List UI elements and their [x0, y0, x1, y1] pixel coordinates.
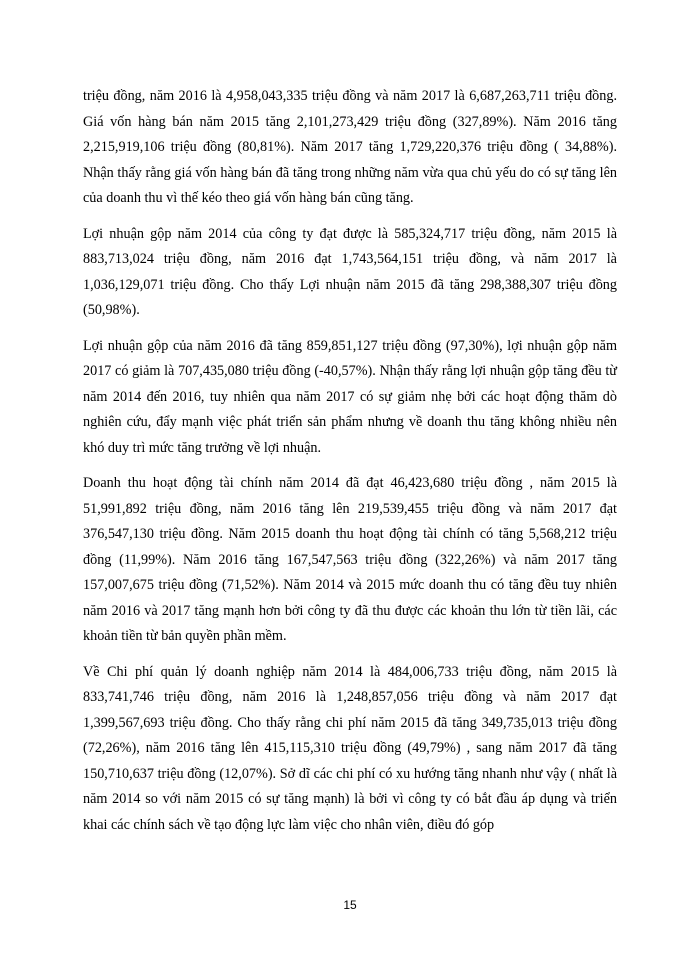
paragraph-admin-expenses: Về Chi phí quản lý doanh nghiệp năm 2014 là 484,006,733 triệu đồng, năm 2015 là 833,741,746 triệu đồng, năm 2016 là 1,248,857,056 triệu đồng và năm 2017 đạt 1,399,567,693 triệu đồng. Cho thấy rằng chi phí năm 2015 đã tăng 349,735,013 triệu đồng (72,26%), năm 2016 tăng lên 415,115,310 triệu đồng (49,79%) , sang năm 2017 đã tăng 150,710,637 triệu đồng (12,07%). Sở dĩ các chi phí có xu hướng tăng nhanh như vậy ( nhất là năm 2014 so với năm 2015 có sự tăng mạnh) là bởi vì công ty có bắt đầu áp dụng và triển khai các chính sách về tạo động lực làm việc cho nhân viên, điều đó góp: [83, 663, 617, 833]
paragraph-financial-revenue: Doanh thu hoạt động tài chính năm 2014 đã đạt 46,423,680 triệu đồng , năm 2015 là 51,991,892 triệu đồng, năm 2016 tăng lên 219,539,455 triệu đồng và năm 2017 đạt 376,547,130 triệu đồng. Năm 2015 doanh thu hoạt động tài chính có tăng 5,568,212 triệu đồng (11,99%). Năm 2016 tăng 167,547,563 triệu đồng (322,26%) và năm 2017 tăng 157,007,675 triệu đồng (71,52%). Năm 2014 và 2015 mức doanh thu có tăng đều tuy nhiên năm 2016 và 2017 tăng mạnh hơn bởi công ty đã thu được các khoản thu lớn từ tiền lãi, các khoản tiền từ bản quyền phần mềm.: [83, 475, 617, 644]
page-number: 15: [343, 898, 357, 912]
paragraph-cost-of-goods: triệu đồng, năm 2016 là 4,958,043,335 triệu đồng và năm 2017 là 6,687,263,711 triệu đồng. Giá vốn hàng bán năm 2015 tăng 2,101,273,429 triệu đồng (327,89%). Năm 2016 tăng 2,215,919,106 triệu đồng (80,81%). Năm 2017 tăng 1,729,220,376 triệu đồng ( 34,88%). Nhận thấy rằng giá vốn hàng bán đã tăng trong những năm vừa qua chủ yếu do có sự tăng lên của doanh thu vì thế kéo theo giá vốn hàng bán cũng tăng.: [83, 88, 617, 206]
document-body: [83, 84, 617, 848]
paragraph-gross-profit: Lợi nhuận gộp năm 2014 của công ty đạt được là 585,324,717 triệu đồng, năm 2015 là 883,713,024 triệu đồng, năm 2016 đạt 1,743,564,151 triệu đồng, và năm 2017 là 1,036,129,071 triệu đồng. Cho thấy Lợi nhuận năm 2015 đã tăng 298,388,307 triệu đồng (50,98%).: [83, 225, 617, 318]
paragraph-gross-profit-change: Lợi nhuận gộp của năm 2016 đã tăng 859,851,127 triệu đồng (97,30%), lợi nhuận gộp năm 2017 có giảm là 707,435,080 triệu đồng (-40,57%). Nhận thấy rằng lợi nhuận gộp tăng đều từ năm 2014 đến 2016, tuy nhiên qua năm 2017 có sự giảm nhẹ bởi các hoạt động thăm dò nghiên cứu, đẩy mạnh việc phát triển sản phẩm nhưng về doanh thu tăng không nhiều nên khó duy trì mức tăng trưởng về lợi nhuận.: [83, 337, 617, 456]
